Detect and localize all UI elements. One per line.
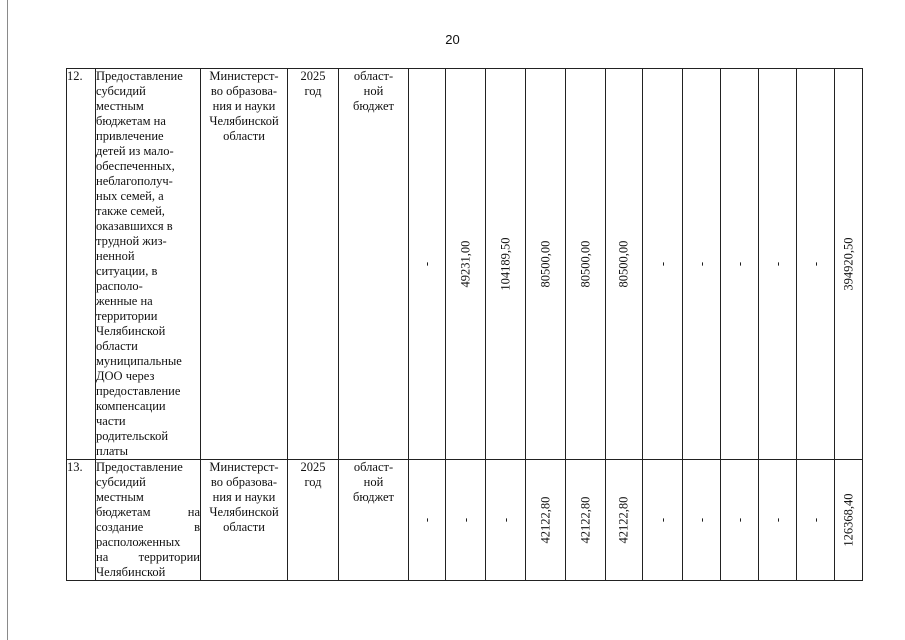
implementation-year: 2025 год <box>288 460 339 581</box>
measure-name: Предоставление субсидий местным бюджетам на привлечение детей из мало- обеспеченных, неблагополуч- ных семей, а также семей, оказавшихся в трудной жиз- ненной ситуации, в располо- женные на территории Челябинской области муниципальные ДОО через предоставление компенсации части родительской платы <box>96 69 201 460</box>
value-cell: - <box>721 460 759 581</box>
value-cell: - <box>486 460 526 581</box>
table-row <box>67 69 863 460</box>
value-cell: 80500,00 <box>526 69 566 460</box>
table-row <box>67 460 863 581</box>
value-cell: 80500,00 <box>606 69 643 460</box>
value-cell: - <box>643 69 683 460</box>
value-cell: - <box>759 460 797 581</box>
value-cell: - <box>446 460 486 581</box>
value-cell: - <box>409 69 446 460</box>
value-cell: - <box>721 69 759 460</box>
measure-name: Предоставление субсидий местным бюджетам на создание в расположенных на территории Челябинской <box>96 460 200 579</box>
value-cell: 104189,50 <box>486 69 526 460</box>
funding-source: област- ной бюджет <box>339 460 409 581</box>
value-cell: - <box>759 69 797 460</box>
page-number: 20 <box>445 32 460 47</box>
value-cell: 80500,00 <box>566 69 606 460</box>
value-cell: 42122,80 <box>566 460 606 581</box>
row-number: 13. <box>67 460 96 581</box>
responsible-ministry: Министерст- во образова- ния и науки Челябинской области <box>201 460 288 581</box>
value-cell: 42122,80 <box>606 460 643 581</box>
page-edge-line <box>7 0 8 640</box>
value-cell: - <box>643 460 683 581</box>
value-cell: - <box>409 460 446 581</box>
responsible-ministry: Министерст- во образова- ния и науки Челябинской области <box>201 69 288 460</box>
value-cell: - <box>683 69 721 460</box>
total-cell: 394920,50 <box>835 69 863 460</box>
value-cell: - <box>683 460 721 581</box>
budget-table <box>66 68 863 581</box>
value-cell: - <box>797 460 835 581</box>
implementation-year: 2025 год <box>288 69 339 460</box>
row-number: 12. <box>67 69 96 460</box>
value-cell: 49231,00 <box>446 69 486 460</box>
value-cell: - <box>797 69 835 460</box>
total-cell: 126368,40 <box>835 460 863 581</box>
funding-source: област- ной бюджет <box>339 69 409 460</box>
value-cell: 42122,80 <box>526 460 566 581</box>
